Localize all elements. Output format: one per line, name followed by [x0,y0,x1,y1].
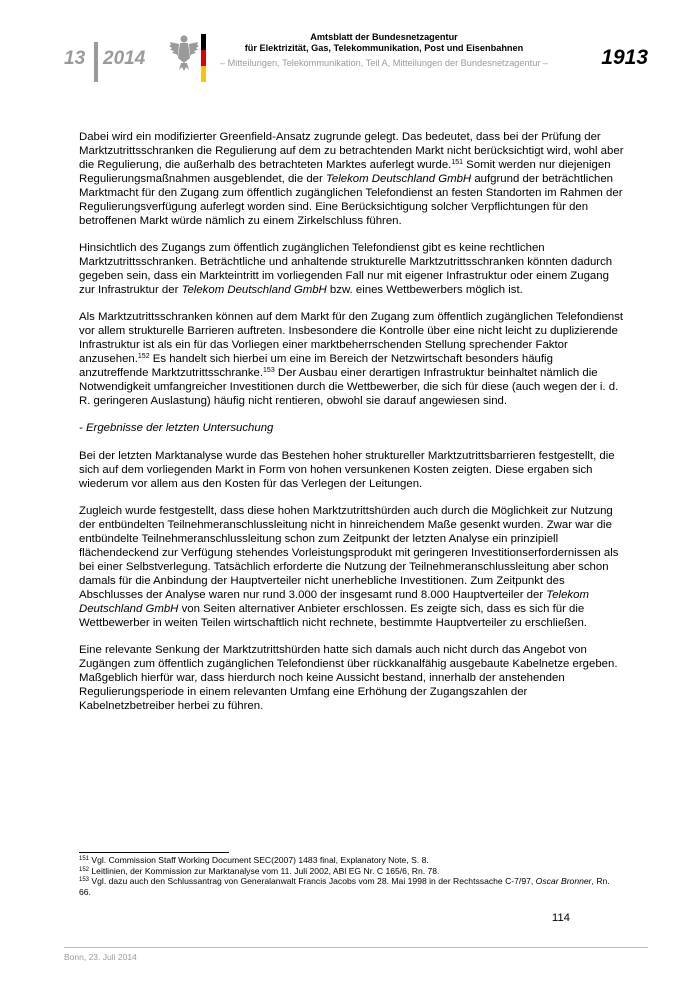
footer-divider [64,947,648,948]
footnote-text: Vgl. dazu auch den Schlussantrag von Generalanwalt Francis Jacobs vom 28. Mai 1998 in der Rechtssache C-7/97, [89,876,536,886]
paragraph [79,310,624,408]
text: von Seiten alternativer Anbieter erschlossen. Es zeigte sich, dass es sich für die Wettbewerber in weiten Teilen wirtschaftlich nicht rechnete, bestimmte Hauptverteiler zu erschließen. [79,603,587,629]
page-number: 1913 [601,46,648,69]
text: Der Ausbau einer derartigen Infrastruktur beinhaltet nämlich die Notwendigkeit umfangreicher Investitionen durch die Wettbewerber, die sich für diese (auch wegen der i. d. R. geringeren Auslastung) häufig nicht rentieren, obwohl sie darauf angewiesen sind. [79,367,619,407]
text: Hinsichtlich des Zugangs zum öffentlich zugänglichen Telefondienst gibt es keine rechtlichen Marktzutrittsschranken. Beträchtliche und anhaltende strukturelle Marktzutrittsschranken könnten dadurch gegeben sein, dass ein Markteintritt im vorliegenden Fall nur mit eigener Infrastruktur oder einem Zugang zur Infrastruktur der [79,242,613,296]
publication-subtitle: – Mitteilungen, Telekommunikation, Teil A, Mitteilungen der Bundesnetzagentur – [219,58,549,68]
paragraph [79,504,624,630]
federal-eagle-icon [168,32,200,72]
issue-number: 13 [64,48,86,69]
flag-bar [201,34,206,82]
footnote-ref: 153 [263,367,275,374]
issue-year: 2014 [103,48,146,69]
document-page-number: 114 [551,912,570,924]
footnote-number: 153 [79,877,90,883]
paragraph [79,130,624,228]
footnote-text: Vgl. Commission Staff Working Document SEC(2007) 1483 final, Explanatory Note, S. 8. [89,855,429,865]
paragraph [79,241,624,297]
text: Somit werden nur diejenigen Regulierungsmaßnahmen ausgeblendet, die der [79,159,611,185]
footnote-separator [79,852,229,853]
footnote-number: 152 [79,866,90,873]
paragraph: Bei der letzten Marktanalyse wurde das Bestehen hoher struktureller Marktzutrittsbarrieren festgestellt, die sich auf dem vorliegenden Markt in Form von hohen versunkenen Kosten zeigten. Diese ergaben sich wiederum vor allem aus den Kosten für das Verlegen der Leitungen. [79,450,615,490]
footnotes [79,855,624,897]
issue-separator [94,42,98,82]
footnote-text: , Rn. 66. [79,876,610,897]
footnote-number: 151 [79,856,90,862]
company-name: Telekom Deutschland GmbH [79,589,589,615]
footnote [79,866,624,877]
footnote-text: Leitlinien, der Kommission zur Marktanalyse vom 11. Juli 2002, ABl EG Nr. C 165/6, Rn. 78. [89,865,440,876]
publication-title-line1: Amtsblatt der Bundesnetzagentur [310,32,458,42]
company-name: Telekom Deutschland GmbH [181,284,327,296]
footer-date: Bonn, 23. Juli 2014 [64,952,137,962]
subheading: - Ergebnisse der letzten Untersuchung [79,422,274,434]
publication-title-line2: für Elektrizität, Gas, Telekommunikation, Post und Eisenbahnen [244,43,524,53]
text: bzw. eines Wettbewerbers möglich ist. [326,284,523,296]
footnote-ref: 151 [451,159,464,166]
text: Zugleich wurde festgestellt, dass diese hohen Marktzutrittshürden auch durch die Möglichkeit zur Nutzung der entbündelten Teilnehmeranschlussleitung nicht in hinreichendem Maße gesenkt wurden. Zwar war die entbündelte Teilnehmeranschlussleitung schon zum Zeitpunkt der letzten Analyse ein prinzipiell flächendeckend zur Verfügung stehendes Vorleistungsprodukt mit geringeren Investitionserfordernissen als bei einer Selbstverlegung. Tatsächlich erforderte die Nutzung der Teilnehmeranschlussleitung aber schon damals für die Anbindung der Hauptverteiler nicht unerhebliche Investitionen. Zum Zeitpunkt des Abschlusses der Analyse waren nur rund 3.000 der insgesamt rund 8.000 Hauptverteiler der [79,505,619,601]
case-name: Oscar Bronner [535,876,592,886]
company-name: Telekom Deutschland GmbH [325,173,472,185]
text: Dabei wird ein modifizierter Greenfield-Ansatz zugrunde gelegt. Das bedeutet, dass bei der Prüfung der Marktzutrittsschranken die Regulierung auf dem zu betrachtenden Markt nicht berücksichtigt wird, wohl aber die Regulierung, die außerhalb des betrachteten Marktes auferlegt wurde. [79,131,624,171]
footnote [79,876,624,897]
paragraph: Eine relevante Senkung der Marktzutrittshürden hatte sich damals auch nicht durch das Angebot von Zugängen zum öffentlich zugänglichen Telefondienst über rückkanalfähig ausgebaute Kabelnetze ergeben. Maßgeblich hierfür war, dass hierdurch noch keine Aussicht bestand, innerhalb der anstehenden Regulierungsperiode in einem relevanten Umfang eine Erhöhung der Zugangszahlen der Kabelnetzbetreiber herbei zu führen. [79,644,618,712]
publication-title [214,32,554,54]
text: Als Marktzutrittsschranken können auf dem Markt für den Zugang zum öffentlich zugänglichen Telefondienst vor allem strukturelle Barrieren auftreten. Insbesondere die Kontrolle über eine nicht leicht zu duplizierende Infrastruktur ist als ein für das Vorliegen einer marktbeherrschenden Stellung sprechender Faktor anzusehen. [79,311,624,365]
main-content [79,130,624,726]
footnote-ref: 152 [137,353,150,360]
text: Es handelt sich hierbei um eine im Bereich der Netzwirtschaft besonders häufig anzutreffende Marktzutrittsschranke. [79,353,553,379]
text: aufgrund der beträchtlichen Marktmacht für den Zugang zum öffentlich zugänglichen Telefondienst an festen Standorten im Rahmen der Regulierungsverfügung auferlegt worden sind. Eine Berücksichtigung solcher Verpflichtungen für den betroffenen Markt würde nämlich zu einem Zirkelschluss führen. [79,173,623,227]
footnote [79,855,624,866]
